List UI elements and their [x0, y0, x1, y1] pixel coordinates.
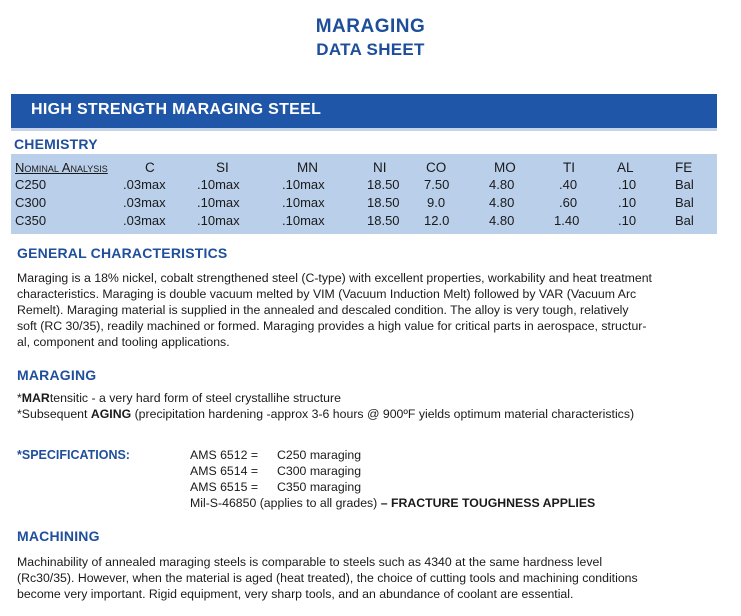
mil-spec-text: Mil-S-46850 (applies to all grades): [190, 496, 378, 510]
spec-desc: C250 maraging: [277, 448, 362, 462]
page-title: MARAGING: [315, 16, 426, 37]
table-cell: .10: [618, 177, 637, 192]
table-cell: C250: [15, 177, 47, 192]
specifications-label: *SPECIFICATIONS:: [17, 448, 130, 462]
table-cell: 4.80: [489, 177, 515, 192]
column-header: TI: [563, 160, 575, 175]
line-prefix: *Subsequent: [17, 407, 91, 421]
table-cell: .03max: [123, 195, 166, 210]
table-cell: .10: [618, 195, 637, 210]
table-cell: .03max: [123, 177, 166, 192]
paragraph-line: become very important. Rigid equipment, very sharp tools, and an abundance of coolant are essential.: [17, 587, 574, 601]
table-cell: .03max: [123, 213, 166, 228]
bold-term: MAR: [21, 391, 50, 405]
spec-desc: C350 maraging: [277, 480, 362, 494]
table-row: [11, 195, 717, 213]
spec-code: AMS 6514 =: [190, 464, 259, 478]
table-cell: 18.50: [367, 177, 400, 192]
paragraph-line: soft (RC 30/35), readily machined or formed. Maraging provides a high value for critical parts in aerospace, structur-: [17, 319, 647, 333]
table-cell: .10: [618, 213, 637, 228]
table-cell: .40: [559, 177, 578, 192]
spec-code: AMS 6512 =: [190, 448, 259, 462]
chemistry-table: [11, 154, 717, 234]
table-row: [11, 177, 717, 195]
table-cell: 4.80: [489, 213, 515, 228]
machining-heading: MACHINING: [17, 528, 100, 544]
column-header: Nominal Analysis: [15, 160, 108, 175]
table-cell: 1.40: [554, 213, 580, 228]
table-cell: 18.50: [367, 213, 400, 228]
table-cell: 4.80: [489, 195, 515, 210]
banner-title: HIGH STRENGTH MARAGING STEEL: [31, 101, 322, 118]
table-row: [11, 213, 717, 231]
column-header: CO: [426, 160, 447, 175]
column-header: AL: [617, 160, 634, 175]
column-header: FE: [675, 160, 693, 175]
line-text: tensitic - a very hard form of steel crystallihe structure: [49, 391, 341, 405]
page-subtitle: DATA SHEET: [316, 40, 425, 59]
table-cell: .60: [559, 195, 578, 210]
table-cell: 7.50: [424, 177, 450, 192]
table-cell: Bal: [675, 195, 694, 210]
table-cell: .10max: [197, 195, 240, 210]
maraging-line-1: [17, 391, 341, 405]
chemistry-header-row: [11, 160, 717, 178]
chemistry-heading: CHEMISTRY: [14, 136, 98, 152]
table-cell: Bal: [675, 177, 694, 192]
table-cell: 18.50: [367, 195, 400, 210]
paragraph-line: Machinability of annealed maraging steels is comparable to steels such as 4340 at the same hardness level: [17, 555, 603, 569]
spec-desc: C300 maraging: [277, 464, 362, 478]
table-cell: 9.0: [427, 195, 446, 210]
section-banner: [11, 94, 717, 131]
paragraph-line: (Rc30/35). However, when the material is aged (heat treated), the choice of cutting tools and machining conditions: [17, 571, 638, 585]
column-header: MN: [297, 160, 318, 175]
column-header: NI: [373, 160, 387, 175]
table-cell: .10max: [282, 213, 325, 228]
paragraph-line: al, component and tooling applications.: [17, 335, 230, 349]
paragraph-line: Remelt). Maraging material is supplied in the annealed and descaled condition. The alloy is very tough, relatively: [17, 303, 629, 317]
table-cell: 12.0: [424, 213, 450, 228]
table-cell: C300: [15, 195, 47, 210]
column-header: C: [145, 160, 155, 175]
mil-spec-line: [190, 496, 595, 510]
table-cell: .10max: [282, 195, 325, 210]
line-text: (precipitation hardening -approx 3-6 hours @ 900ºF yields optimum material characteristics): [131, 407, 635, 421]
maraging-line-2: [17, 407, 634, 421]
table-cell: .10max: [197, 177, 240, 192]
paragraph-line: characteristics. Maraging is double vacuum melted by VIM (Vacuum Induction Melt) followed by VAR (Vacuum Arc: [17, 287, 637, 301]
table-cell: .10max: [197, 213, 240, 228]
line-prefix: *: [17, 391, 22, 405]
table-cell: C350: [15, 213, 47, 228]
general-heading: GENERAL CHARACTERISTICS: [17, 245, 228, 261]
column-header: SI: [216, 160, 229, 175]
table-cell: Bal: [675, 213, 694, 228]
table-cell: .10max: [282, 177, 325, 192]
maraging-heading: MARAGING: [17, 367, 97, 383]
spec-code: AMS 6515 =: [190, 480, 259, 494]
paragraph-line: Maraging is a 18% nickel, cobalt strengthened steel (C-type) with excellent properties, workability and heat treatment: [17, 271, 652, 285]
bold-term: AGING: [90, 407, 132, 421]
column-header: MO: [494, 160, 516, 175]
mil-spec-note: – FRACTURE TOUGHNESS APPLIES: [377, 496, 596, 510]
